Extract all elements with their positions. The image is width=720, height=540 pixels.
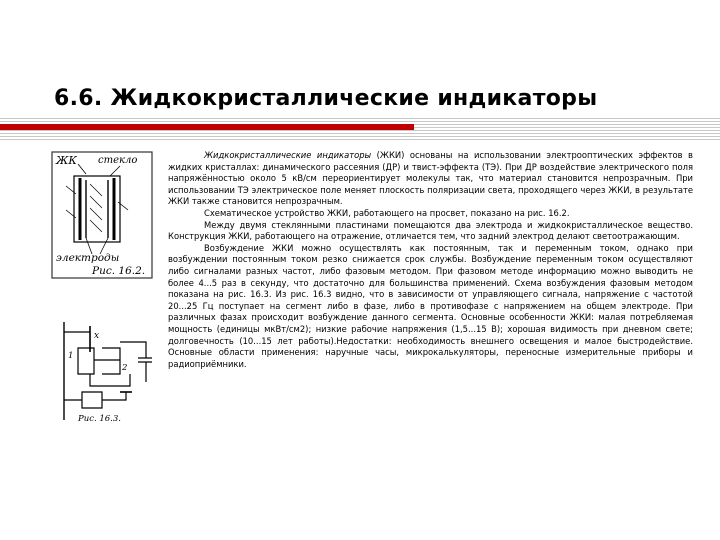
excitation-circuit-diagram	[60, 322, 152, 424]
paragraph-1-text: (ЖКИ) основаны на использовании электрооптических эффектов в жидких кристаллах: динамического рассеяния (ДР) и твист-эффекта (ТЭ). При ДР воздействие электрического поля напряжённостью около 5 кВ/см переориентирует молекулы так, что материал становится непрозрачным. При использовании ТЭ электрическое поле меняет плоскость поляризации света, проходящего через ЖКИ, в результате ЖКИ также становится непрозрачным.	[168, 150, 693, 207]
label-electrodes: электроды	[56, 252, 120, 264]
paragraph-3: Между двумя стеклянными пластинами помещаются два электрода и жидкокристаллическое вещество. Конструкция ЖКИ, работающего на отражение, отличается тем, что задний электрод делают светоотражающим.	[168, 219, 693, 242]
label-glass: стекло	[98, 155, 138, 166]
label-2: 2	[122, 363, 128, 373]
gate-1	[78, 348, 94, 374]
slide-title: 6.6. Жидкокристаллические индикаторы	[54, 86, 598, 111]
label-x: х	[94, 331, 100, 341]
wire-loop	[90, 374, 130, 386]
figure-lcd-structure	[50, 150, 154, 280]
title-rule	[0, 118, 720, 142]
lcd-segment-capacitor	[138, 358, 152, 362]
paragraph-2: Схематическое устройство ЖКИ, работающего на просвет, показано на рис. 16.2.	[204, 207, 570, 218]
lc-hatching	[90, 184, 102, 232]
leader-glass	[110, 166, 120, 176]
label-lc: ЖК	[56, 154, 77, 167]
figure-caption-16-3: Рис. 16.3.	[78, 414, 121, 424]
label-1: 1	[68, 351, 74, 361]
leader-lc	[78, 164, 86, 174]
lcd-structure-diagram	[50, 150, 154, 280]
figure-caption-16-2: Рис. 16.2.	[92, 265, 146, 277]
wire-gate3-out	[102, 392, 126, 400]
body-text	[168, 150, 693, 370]
term-lcd: Жидкокристаллические индикаторы	[204, 150, 372, 160]
paragraph-4: Возбуждение ЖКИ можно осуществлять как постоянным, так и переменным током, однако при возбуждении постоянным током резко снижается срок службы. Возбуждение переменным током осуществляют либо сигналами разных частот, либо фазовым методом. При фазовом методе информацию можно выводить не более 4...5 раз в секунду, что достаточно для большинства применений. Схема возбуждения фазовым методом показана на рис. 16.3. Из рис. 16.3 видно, что в зависимости от управляющего сигнала, напряжение с частотой 20...25 Гц поступает на сегмент либо в фазе, либо в противофазе с напряжением на общем электроде. При различных фазах происходит возбуждение данного сегмента. Основные особенности ЖКИ: малая потребляемая мощность (единицы мкВт/см2); низкие рабочие напряжения (1,5...15 В); хорошая видимость при дневном свете; долговечность (10...15 лет работы).Недостатки: необходимость внешнего освещения и малое быстродействие. Основные области применения: наручные часы, микрокалькуляторы, переносные измерительные приборы и радиоприёмники.	[168, 242, 693, 369]
gate-3	[82, 392, 102, 408]
red-accent-bar	[0, 124, 414, 130]
wire-right-top	[120, 342, 146, 358]
gate-2	[102, 348, 120, 374]
paragraph-1	[168, 150, 693, 208]
striped-rule	[0, 118, 720, 142]
figure-excitation-circuit	[60, 322, 152, 424]
